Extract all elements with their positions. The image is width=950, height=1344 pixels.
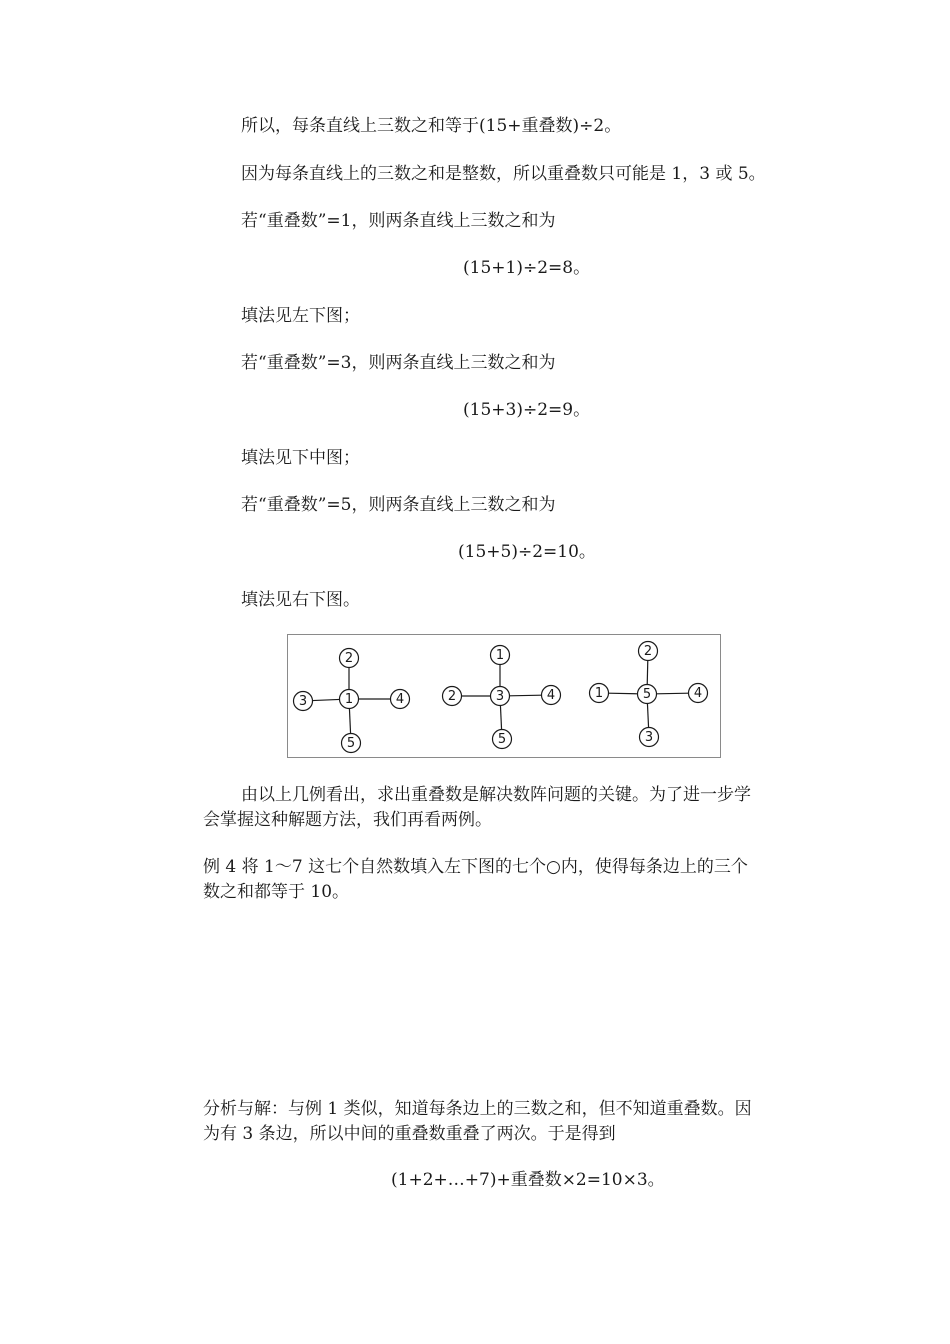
text-line: 为有 3 条边，所以中间的重叠数重叠了两次。于是得到 — [203, 1124, 616, 1144]
top-circle — [639, 642, 658, 661]
svg-text:2: 2 — [447, 689, 457, 704]
right-circle — [391, 690, 410, 709]
center-circle — [340, 690, 359, 709]
text-line: 因为每条直线上的三数之和是整数，所以重叠数只可能是 1，3 或 5。 — [241, 164, 766, 184]
connector-line — [647, 703, 648, 727]
svg-text:1: 1 — [344, 692, 354, 707]
connector-line — [509, 695, 541, 696]
center-circle — [491, 687, 510, 706]
right-circle — [689, 684, 708, 703]
text-line: 会掌握这种解题方法，我们再看两例。 — [203, 810, 492, 830]
connector-line — [500, 705, 501, 729]
text-line: 填法见右下图。 — [241, 590, 360, 610]
connector-line — [647, 660, 648, 684]
left-circle — [443, 687, 462, 706]
connector-line — [608, 693, 637, 694]
center-circle — [638, 685, 657, 704]
svg-text:1: 1 — [495, 648, 505, 663]
text-line: 若“重叠数”=5，则两条直线上三数之和为 — [241, 495, 556, 515]
cross-diagram-1 — [294, 649, 410, 753]
connector-line — [349, 708, 350, 733]
equation: (1+2+…+7)+重叠数×2=10×3。 — [391, 1170, 665, 1190]
left-circle — [590, 684, 609, 703]
equation: (15+5)÷2=10。 — [458, 542, 596, 562]
svg-text:3: 3 — [298, 694, 308, 709]
left-circle — [294, 692, 313, 711]
cross-diagram-3 — [590, 642, 708, 747]
number-cross-figure — [287, 634, 721, 758]
text-line: 分析与解：与例 1 类似，知道每条边上的三数之和，但不知道重叠数。因 — [203, 1099, 752, 1119]
figure-svg — [288, 635, 722, 759]
top-circle — [340, 649, 359, 668]
text-line: 若“重叠数”=3，则两条直线上三数之和为 — [241, 353, 556, 373]
svg-text:4: 4 — [546, 688, 556, 703]
example-heading: 例 4 将 1～7 这七个自然数填入左下图的七个○内，使得每条边上的三个 — [203, 857, 748, 877]
text-line: 数之和都等于 10。 — [203, 882, 350, 902]
text-line: 由以上几例看出，求出重叠数是解决数阵问题的关键。为了进一步学 — [241, 785, 751, 805]
cross-diagram-2 — [443, 646, 561, 749]
svg-text:1: 1 — [594, 686, 604, 701]
equation: (15+1)÷2=8。 — [463, 258, 591, 278]
text-line: 所以，每条直线上三数之和等于(15+重叠数)÷2。 — [241, 116, 622, 136]
text-line: 填法见左下图； — [241, 306, 360, 326]
svg-text:2: 2 — [643, 644, 653, 659]
top-circle — [491, 646, 510, 665]
bottom-circle — [493, 730, 512, 749]
svg-text:3: 3 — [495, 689, 505, 704]
text-line: 若“重叠数”=1，则两条直线上三数之和为 — [241, 211, 556, 231]
svg-text:2: 2 — [344, 651, 354, 666]
right-circle — [542, 686, 561, 705]
bottom-circle — [640, 728, 659, 747]
equation: (15+3)÷2=9。 — [463, 400, 591, 420]
connector-line — [312, 699, 339, 700]
svg-text:5: 5 — [346, 736, 356, 751]
bottom-circle — [342, 734, 361, 753]
connector-line — [656, 693, 688, 694]
svg-text:3: 3 — [644, 730, 654, 745]
svg-text:5: 5 — [642, 687, 652, 702]
svg-text:4: 4 — [693, 686, 703, 701]
svg-text:4: 4 — [395, 692, 405, 707]
text-line: 填法见下中图； — [241, 448, 360, 468]
svg-text:5: 5 — [497, 732, 507, 747]
